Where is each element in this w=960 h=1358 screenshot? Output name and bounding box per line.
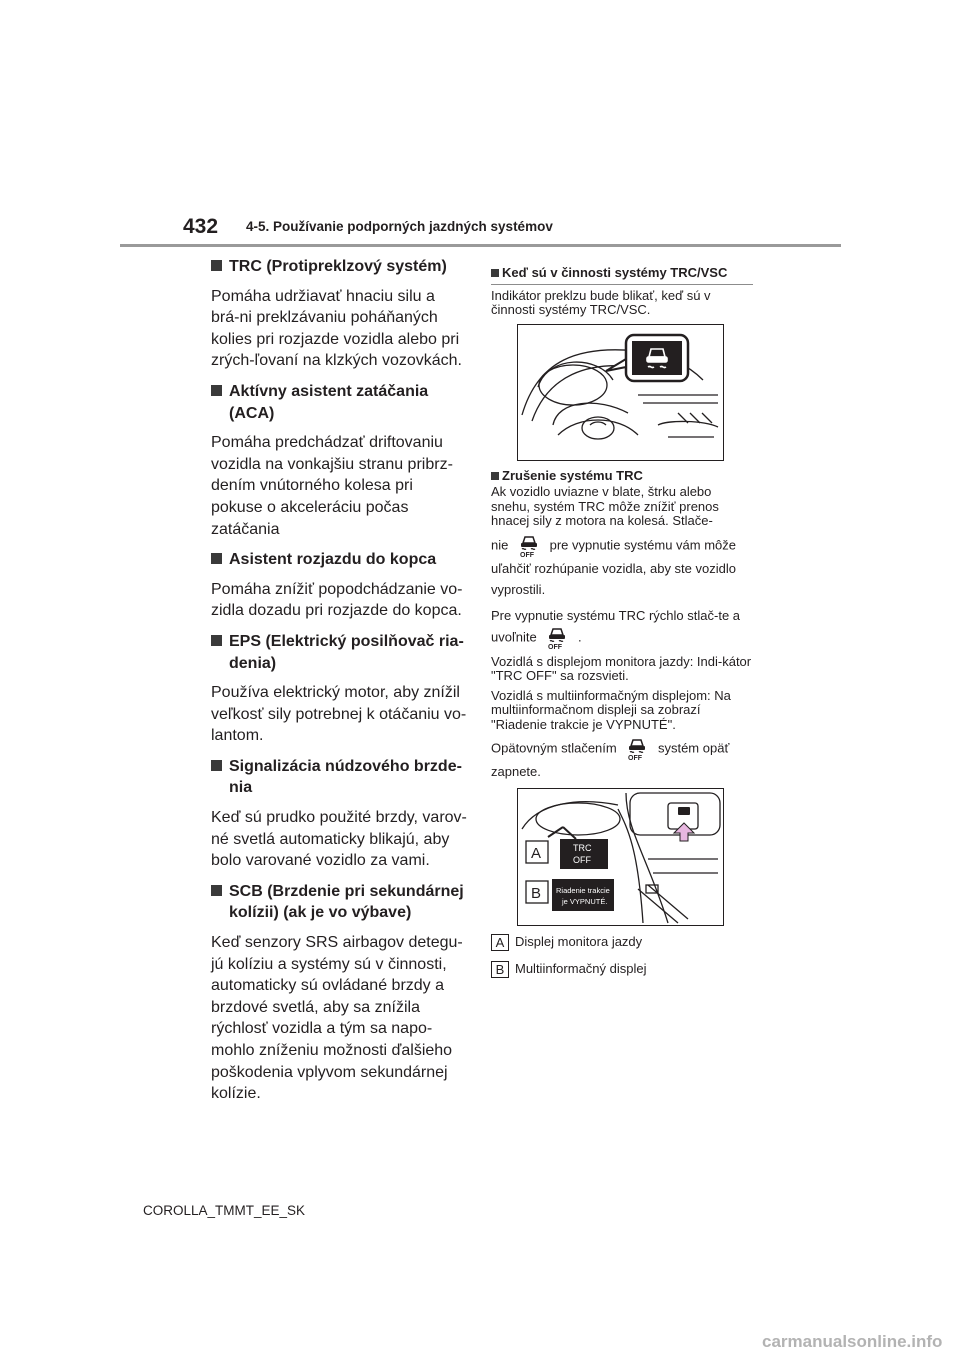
dashboard-illustration: [518, 325, 723, 460]
section-heading: Signalizácia núdzového brzde-nia: [229, 757, 462, 797]
svg-text:Riadenie trakcie: Riadenie trakcie: [556, 886, 610, 895]
bullet-square-icon: [211, 385, 222, 396]
section-emergency-brake-signal: [211, 756, 467, 872]
right-column: [491, 266, 753, 988]
watermark: carmanualsonline.info: [762, 1332, 943, 1351]
bullet-square-icon: [491, 269, 499, 277]
mid-screen: [552, 879, 614, 911]
left-column: [211, 256, 467, 1114]
svg-text:je VYPNUTÉ.: je VYPNUTÉ.: [562, 897, 608, 906]
section-body: Indikátor preklzu bude blikať, keď sú v činnosti systémy TRC/VSC.: [491, 287, 711, 317]
vehicle-skid-off-icon: [518, 534, 540, 558]
section-aca: [211, 381, 467, 540]
vehicle-skid-off-icon: [626, 737, 648, 761]
bullet-square-icon: [211, 885, 222, 896]
section-body: Vozidlá s multiinformačným displejom: Na multiinformačnom displeji sa zobrazí "Riadenie trakcie je VYPNUTÉ".: [491, 687, 731, 732]
section-eps: [211, 631, 467, 747]
section-body: Pomáha znížiť popodchádzanie vo-zidla dozadu pri rozjazde do kopca.: [211, 580, 463, 620]
section-heading: Asistent rozjazdu do kopca: [229, 551, 437, 569]
bullet-square-icon: [211, 553, 222, 564]
label-b: B: [531, 885, 542, 902]
section-body: Keď senzory SRS airbagov detegu-jú kolíziu a systémy sú v činnosti, automaticky sú ovládané brzdy a brzdové svetlá, aby sa znížila rýchlosť vozidla a tým sa napo-mohlo zníženiu možnosti ďalšieho poškodenia vplyvom sekundárnej kolízie.: [211, 934, 463, 1103]
chapter-title: 4-5. Používanie podporných jazdných systémov: [246, 219, 553, 234]
dashboard-indicator-figure: [517, 324, 724, 461]
section-heading: Aktívny asistent zatáčania (ACA): [229, 382, 429, 422]
text-fragment: Pre vypnutie systému TRC rýchlo stlač-te a uvoľnite: [491, 607, 741, 644]
section-body: Ak vozidlo uviazne v blate, štrku alebo snehu, systém TRC môže znížiť prenos hnacej sily z motora na kolesá. Stlače-: [491, 484, 719, 528]
legend-text: Multiinformačný displej: [515, 961, 647, 977]
bullet-square-icon: [211, 260, 222, 271]
section-scb: [211, 881, 467, 1105]
section-body: Keď sú prudko použité brzdy, varov-né svetlá automaticky blikajú, aby bolo varované vozidlo za vami.: [211, 809, 467, 870]
bullet-square-icon: [211, 635, 222, 646]
section-trc: [211, 256, 467, 372]
section-heading: Zrušenie systému TRC: [502, 467, 643, 483]
bullet-square-icon: [211, 760, 222, 771]
page-number: 432: [183, 215, 219, 238]
legend-item: [491, 961, 753, 978]
trc-off-illustration: [518, 789, 723, 925]
text-fragment: .: [577, 628, 582, 644]
section-heading: SCB (Brzdenie pri sekundárnej kolízii) (ak je vo výbave): [229, 882, 464, 922]
section-body: Pomáha predchádzať driftovaniu vozidla na vonkajšiu stranu pribrz-dením vnútorného kolesa pri pokuse o akceleráciu počas zatáčania: [211, 434, 453, 538]
legend-key: A: [491, 934, 509, 951]
text-fragment: nie: [491, 536, 509, 552]
header-rule: [120, 244, 841, 247]
text-fragment: Opätovným stlačením: [491, 740, 617, 756]
section-body: Vozidlá s displejom monitora jazdy: Indi-kátor "TRC OFF" sa rozsvieti.: [491, 653, 752, 683]
section-body: Používa elektrický motor, aby znížil veľkosť sily potrebnej k otáčaniu vo-lantom.: [211, 684, 467, 745]
trc-off-display-figure: [517, 788, 724, 926]
label-a: A: [531, 845, 542, 862]
legend-key: B: [491, 961, 509, 978]
svg-text:OFF: OFF: [519, 551, 534, 558]
vehicle-skid-off-icon: [546, 626, 568, 650]
legend-item: [491, 934, 753, 951]
press-arrow-icon: [674, 823, 694, 841]
bullet-square-icon: [491, 472, 499, 480]
section-hill-start: [211, 549, 467, 622]
svg-text:OFF: OFF: [628, 755, 643, 761]
section-heading: Keď sú v činnosti systémy TRC/VSC: [502, 265, 728, 280]
section-heading: EPS (Elektrický posilňovač ria-denia): [229, 632, 464, 672]
svg-text:TRC: TRC: [573, 843, 592, 853]
svg-text:OFF: OFF: [573, 855, 591, 865]
text-fragment: pre vypnutie systému vám môže uľahčiť rozhúpanie vozidla, aby ste vozidlo vyprostili.: [491, 536, 737, 597]
section-body: Pomáha udržiavať hnaciu silu a brá-ni preklzávaniu poháňaných kolies pri rozjazde vozidla alebo pri zrých-ľovaní na klzkých vozovkách.: [211, 287, 462, 370]
footer-code: COROLLA_TMMT_EE_SK: [143, 1203, 306, 1218]
text-fragment: systém opäť zapnete.: [491, 740, 730, 779]
legend-text: Displej monitora jazdy: [515, 934, 643, 950]
svg-text:OFF: OFF: [548, 643, 563, 650]
trc-off-button-icon: [678, 807, 690, 815]
section-heading: TRC (Protipreklzový systém): [229, 258, 447, 275]
